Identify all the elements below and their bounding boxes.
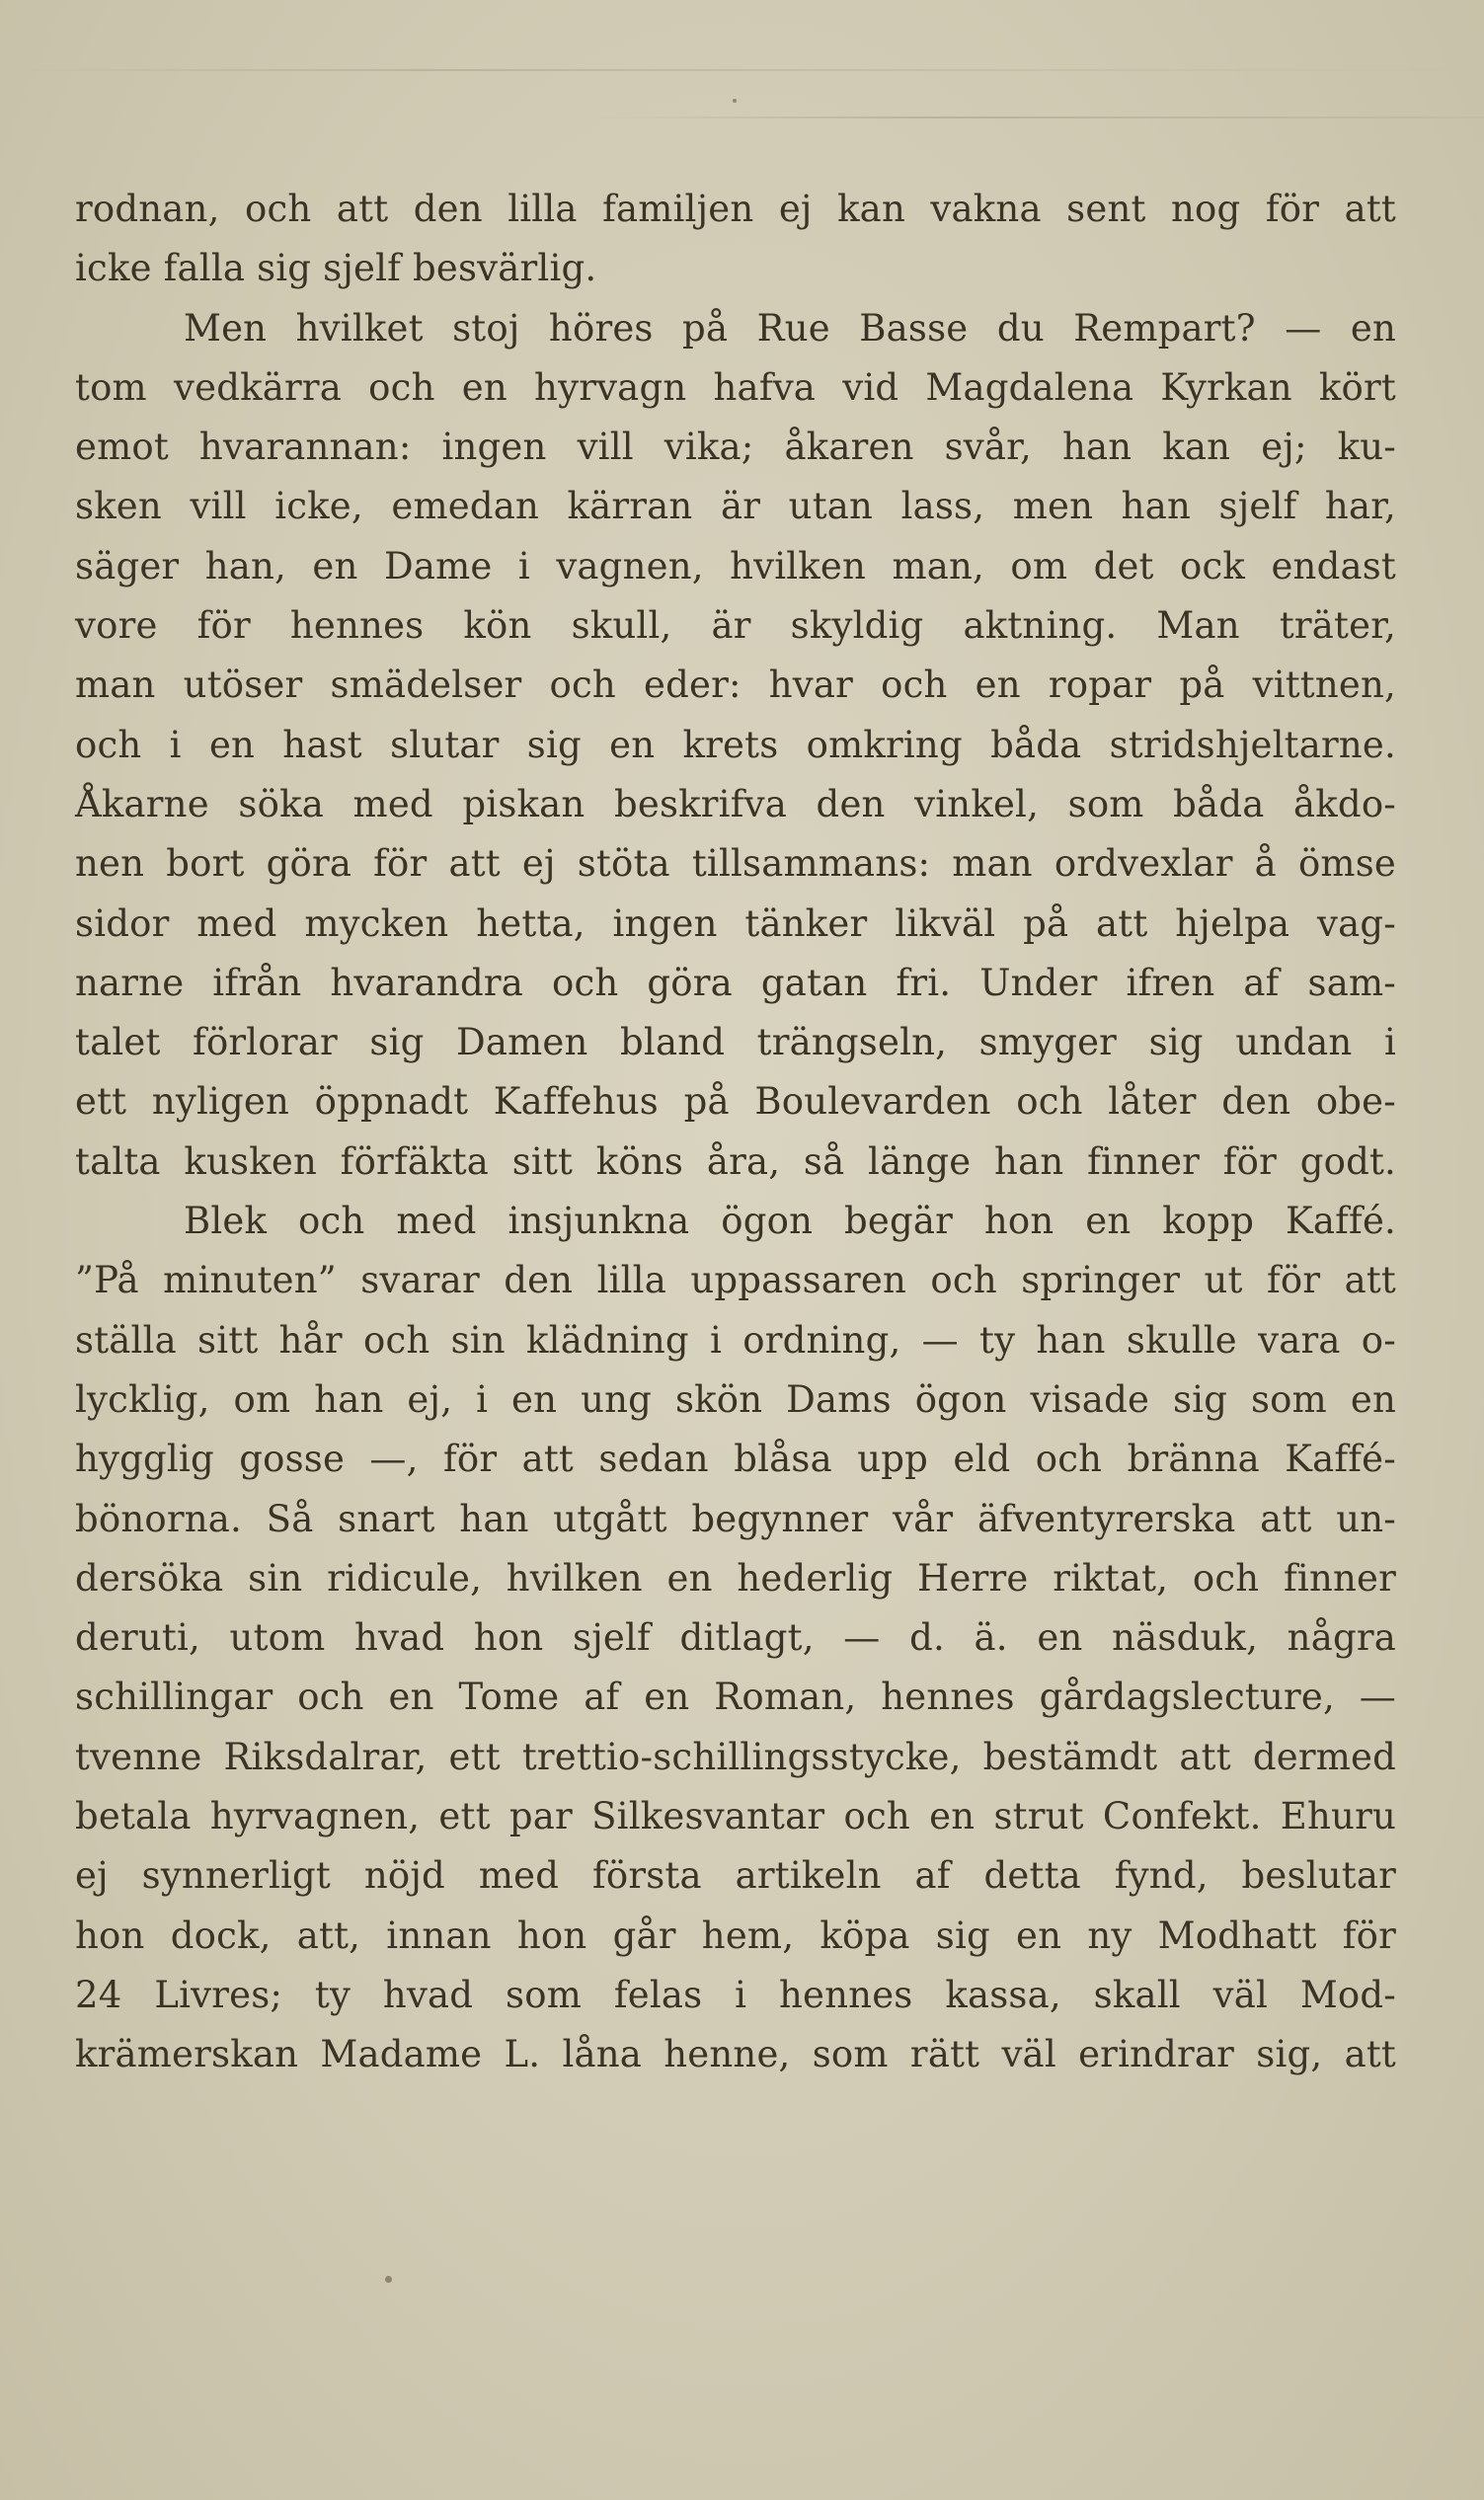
text-line: ej synnerligt nöjd med första artikeln af detta fynd, beslutar	[75, 1854, 1396, 1898]
text-line: bönorna. Så snart han utgått begynner vår äfventyrerska att un-	[75, 1497, 1396, 1540]
text-line: sken vill icke, emedan kärran är utan lass, men han sjelf har,	[75, 485, 1396, 528]
text-line: dersöka sin ridicule, hvilken en hederlig Herre riktat, och finner	[75, 1556, 1396, 1600]
text-line: tom vedkärra och en hyrvagn hafva vid Magdalena Kyrkan kört	[75, 365, 1396, 409]
text-line: talet förlorar sig Damen bland trängseln, smyger sig undan i	[75, 1021, 1396, 1064]
text-line: vore för hennes kön skull, är skyldig aktning. Man träter,	[75, 604, 1396, 648]
paper-crease	[0, 69, 1484, 71]
text-line: krämerskan Madame L. låna henne, som rätt väl erindrar sig, att	[75, 2033, 1396, 2076]
text-line: ställa sitt hår och sin klädning i ordning, — ty han skulle vara o-	[75, 1318, 1396, 1362]
text-line: säger han, en Dame i vagnen, hvilken man, om det ock endast	[75, 544, 1396, 587]
text-line: betala hyrvagnen, ett par Silkesvantar och en strut Confekt. Ehuru	[75, 1795, 1396, 1838]
text-line: rodnan, och att den lilla familjen ej kan vakna sent nog för att	[75, 188, 1396, 230]
text-line: Åkarne söka med piskan beskrifva den vinkel, som båda åkdo-	[75, 782, 1396, 825]
text-line: och i en hast slutar sig en krets omkring båda stridshjeltarne.	[75, 723, 1396, 766]
text-line: ett nyligen öppnadt Kaffehus på Boulevarden och låter den obe-	[75, 1080, 1396, 1124]
text-line: hygglig gosse —, för att sedan blåsa upp eld och bränna Kaffé-	[75, 1438, 1396, 1481]
text-line: hon dock, att, innan hon går hem, köpa sig en ny Modhatt för	[75, 1914, 1396, 1957]
text-line: icke falla sig sjelf besvärlig.	[75, 247, 597, 290]
text-line: Men hvilket stoj höres på Rue Basse du Rempart? — en	[184, 306, 1396, 350]
text-line: narne ifrån hvarandra och göra gatan fri. Under ifren af sam-	[75, 961, 1396, 1004]
paper-speck	[385, 2276, 392, 2283]
text-line: talta kusken förfäkta sitt köns åra, så länge han finner för godt.	[75, 1139, 1396, 1183]
paper-speck	[733, 99, 737, 103]
text-line: 24 Livres; ty hvad som felas i hennes kassa, skall väl Mod-	[75, 1973, 1396, 2016]
paper-crease	[592, 117, 1484, 118]
text-line: lycklig, om han ej, i en ung skön Dams ögon visade sig som en	[75, 1377, 1396, 1421]
text-line: Blek och med insjunkna ögon begär hon en kopp Kaffé.	[184, 1200, 1396, 1243]
text-line: ”På minuten” svarar den lilla uppassaren och springer ut för att	[75, 1259, 1396, 1302]
text-line: sidor med mycken hetta, ingen tänker likväl på att hjelpa vag-	[75, 901, 1396, 945]
text-line: schillingar och en Tome af en Roman, hennes gårdagslecture, —	[75, 1676, 1396, 1719]
text-line: emot hvarannan: ingen vill vika; åkaren svår, han kan ej; ku-	[75, 426, 1396, 469]
text-line: man utöser smädelser och eder: hvar och en ropar på vittnen,	[75, 664, 1396, 707]
text-line: deruti, utom hvad hon sjelf ditlagt, — d. ä. en näsduk, några	[75, 1616, 1396, 1660]
text-line: nen bort göra för att ej stöta tillsammans: man ordvexlar å ömse	[75, 842, 1396, 886]
body-text	[75, 180, 1396, 2085]
text-line: tvenne Riksdalrar, ett trettio-schillingsstycke, bestämdt att dermed	[75, 1735, 1396, 1778]
